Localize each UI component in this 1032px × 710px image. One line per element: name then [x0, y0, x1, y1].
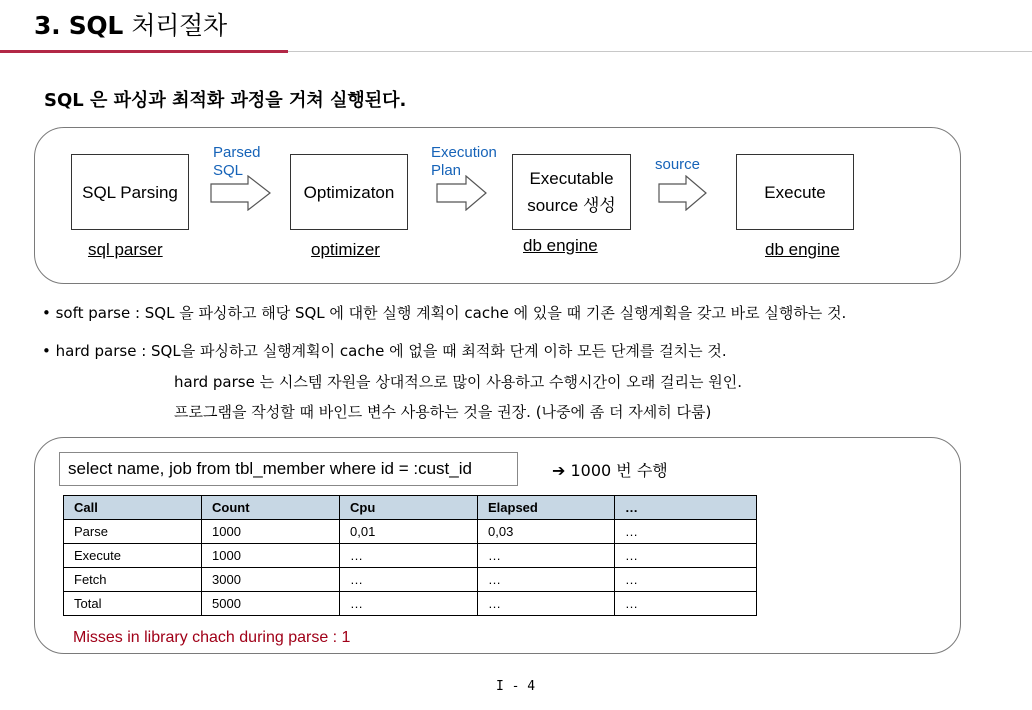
component-db-engine: db engine: [523, 236, 598, 255]
table-cell: 1000: [202, 520, 340, 544]
column-header: Count: [202, 496, 340, 520]
table-cell: …: [340, 544, 478, 568]
arrow-label-line2: Plan: [431, 162, 462, 179]
step-label: Executable: [529, 169, 614, 188]
component-optimizer: optimizer: [311, 240, 380, 259]
arrow-label-parsed-sql: [213, 144, 261, 180]
table-cell: 1000: [202, 544, 340, 568]
table-cell: Total: [64, 592, 202, 616]
table-cell: …: [478, 544, 615, 568]
step-label-line2: source 생성: [527, 196, 616, 215]
arrow-label-source: [655, 156, 700, 174]
step-sql-parsing: [71, 154, 189, 230]
trace-stats-table: [63, 495, 757, 616]
component-db-engine: db engine: [765, 240, 840, 259]
arrow-right-icon: [436, 175, 488, 211]
table-cell: …: [478, 568, 615, 592]
table-cell: …: [615, 544, 757, 568]
table-cell: Fetch: [64, 568, 202, 592]
header-accent-bar: [0, 50, 288, 53]
table-cell: 5000: [202, 592, 340, 616]
arrow-right-icon: [658, 175, 708, 211]
step-executable-source: [512, 154, 631, 230]
table-cell: 3000: [202, 568, 340, 592]
table-cell: Parse: [64, 520, 202, 544]
table-cell: …: [340, 568, 478, 592]
title-rest: 처리절차: [131, 11, 227, 40]
table-row: [64, 520, 757, 544]
arrow-label-line2: SQL: [213, 162, 244, 179]
note-hard-parse-cont1: hard parse 는 시스템 자원을 상대적으로 많이 사용하고 수행시간이 오래 걸리는 원인.: [174, 373, 742, 391]
table-header-row: [64, 496, 757, 520]
title-number: 3.: [34, 11, 61, 40]
table-cell: …: [615, 592, 757, 616]
note-hard-parse: • hard parse : SQL을 파싱하고 실행계획이 cache 에 없을 때 최적화 단계 이하 모든 단계를 걸치는 것.: [42, 342, 727, 360]
column-header: Cpu: [340, 496, 478, 520]
step-label: SQL Parsing: [82, 182, 178, 202]
step-label: Execute: [764, 182, 826, 202]
arrow-label-line1: Parsed: [213, 144, 261, 161]
table-cell: 0,03: [478, 520, 615, 544]
table-row: [64, 568, 757, 592]
sql-statement: select name, job from tbl_member where id = :cust_id: [59, 452, 518, 486]
note-soft-parse: • soft parse : SQL 을 파싱하고 해당 SQL 에 대한 실행 계획이 cache 에 있을 때 기존 실행계획을 갖고 바로 실행하는 것.: [42, 304, 847, 322]
page-number: I - 4: [496, 679, 536, 694]
table-row: [64, 592, 757, 616]
column-header: Elapsed: [478, 496, 615, 520]
component-sql-parser: sql parser: [88, 240, 163, 259]
arrow-label-execution-plan: [431, 144, 497, 180]
column-header: Call: [64, 496, 202, 520]
arrow-label-line1: Execution: [431, 144, 497, 161]
table-cell: …: [340, 592, 478, 616]
note-hard-parse-cont2: 프로그램을 작성할 때 바인드 변수 사용하는 것을 권장. (나중에 좀 더 자세히 다룸): [174, 403, 712, 421]
table-cell: …: [615, 520, 757, 544]
table-row: [64, 544, 757, 568]
execution-count: ➔ 1000 번 수행: [552, 461, 668, 480]
section-subtitle: SQL 은 파싱과 최적화 과정을 거쳐 실행된다.: [44, 90, 407, 111]
column-header: …: [615, 496, 757, 520]
table-cell: 0,01: [340, 520, 478, 544]
table-cell: …: [615, 568, 757, 592]
arrow-right-icon: [210, 175, 272, 211]
page-title: [34, 6, 227, 42]
misses-note: Misses in library chach during parse : 1: [73, 629, 351, 646]
table-cell: Execute: [64, 544, 202, 568]
step-optimization: [290, 154, 408, 230]
arrow-label-line1: source: [655, 156, 701, 173]
table-cell: …: [478, 592, 615, 616]
step-label: Optimizaton: [303, 182, 395, 202]
step-execute: [736, 154, 854, 230]
title-sql: SQL: [68, 11, 123, 40]
